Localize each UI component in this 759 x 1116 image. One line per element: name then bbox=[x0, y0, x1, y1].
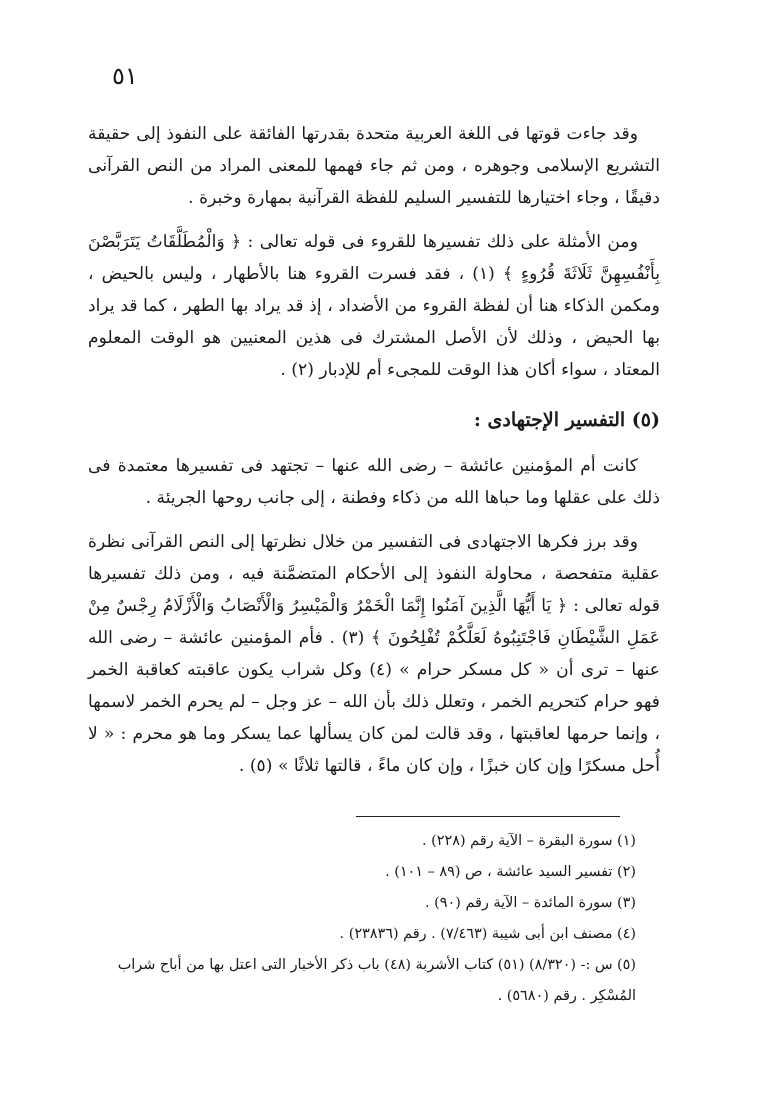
paragraph-language-strength: وقد جاءت قوتها فى اللغة العربية متحدة بقدرتها الفائقة على النفوذ إلى حقيقة التشريع الإسلامى وجوهره ، ومن ثم جاء فهمها للمعنى المراد من النص القرآنى دقيقًا ، وجاء اختيارها للتفسير السليم للفظة القرآنية بمهارة وخبرة . bbox=[88, 124, 660, 208]
footnote: (٥) س :- (٨/٣٢٠) (٥١) كتاب الأشربة (٤٨) باب ذكر الأخبار التى اعتل بها من أباح شراب المُسْكِر . رقم (٥٦٨٠) . bbox=[117, 957, 636, 1004]
paragraph-khamr-example: وقد برز فكرها الاجتهادى فى التفسير من خلال نظرتها إلى النص القرآنى نظرة عقلية متفحصة ، محاولة النفوذ إلى الأحكام المتضمَّنة فيه ، ومن ذلك تفسيرها قوله تعالى : ﴿ يَا أَيُّهَا الَّذِينَ آمَنُوا إِنَّمَا الْخَمْرُ وَالْمَيْسِرُ وَالْأَنْصَابُ وَالْأَزْلَامُ رِجْسٌ مِنْ عَمَلِ الشَّيْطَانِ فَاجْتَنِبُوهُ لَعَلَّكُمْ تُفْلِحُونَ ﴾ (٣) . فأم المؤمنين عائشة – رضى الله عنها – ترى أن « كل مسكر حرام » (٤) وكل شراب يكون عاقبته كعاقبة الخمر فهو حرام كتحريم الخمر ، وتعلل ذلك بأن الله – عز وجل – لم يحرم الخمر لاسمها ، وإنما حرمها لعاقبتها ، وقد قالت لمن كان يسألها عما يسكر وما هو محرم : « لا أُحل مسكرًا وإن كان خبزًا ، وإن كان ماءً ، قالتها ثلاثًا » (٥) . bbox=[88, 532, 660, 776]
main-text bbox=[88, 118, 660, 794]
paragraph-quru-example: ومن الأمثلة على ذلك تفسيرها للقروء فى قوله تعالى : ﴿ وَالْمُطَلَّقَاتُ يَتَرَبَّصْنَ بِأَنْفُسِهِنَّ ثَلَاثَةَ قُرُوءٍ ﴾ (١) ، فقد فسرت القروء هنا بالأطهار ، وليس بالحيض ، ومكمن الذكاء هنا أن لفظة القروء من الأضداد ، إذ قد يراد بها الطهر ، كما قد يراد بها الحيض ، وذلك لأن الأصل المشترك فى هذين المعنيين هو الوقت المعلوم المعتاد ، سواء أكان هذا الوقت للمجىء أم للإدبار (٢) . bbox=[88, 232, 660, 380]
footnote-divider bbox=[356, 816, 620, 817]
page-number: ٥١ bbox=[112, 62, 138, 90]
footnote: (٤) مصنف ابن أبى شيبة (٧/٤٦٣) . رقم (٢٣٨٣٦) . bbox=[339, 926, 636, 942]
section-heading: (٥) التفسير الإجتهادى : bbox=[473, 409, 660, 431]
paragraph-ijtihad-intro: كانت أم المؤمنين عائشة – رضى الله عنها – تجتهد فى تفسيرها معتمدة فى ذلك على عقلها وما حباها الله من ذكاء وفطنة ، إلى جانب روحها الجريئة . bbox=[88, 456, 660, 508]
footnote: (٣) سورة المائدة – الآية رقم (٩٠) . bbox=[425, 895, 636, 911]
footnotes bbox=[96, 826, 636, 1012]
footnote: (١) سورة البقرة – الآية رقم (٢٢٨) . bbox=[422, 833, 636, 849]
footnote: (٢) تفسير السيد عائشة ، ص (٨٩ – ١٠١) . bbox=[385, 864, 636, 880]
